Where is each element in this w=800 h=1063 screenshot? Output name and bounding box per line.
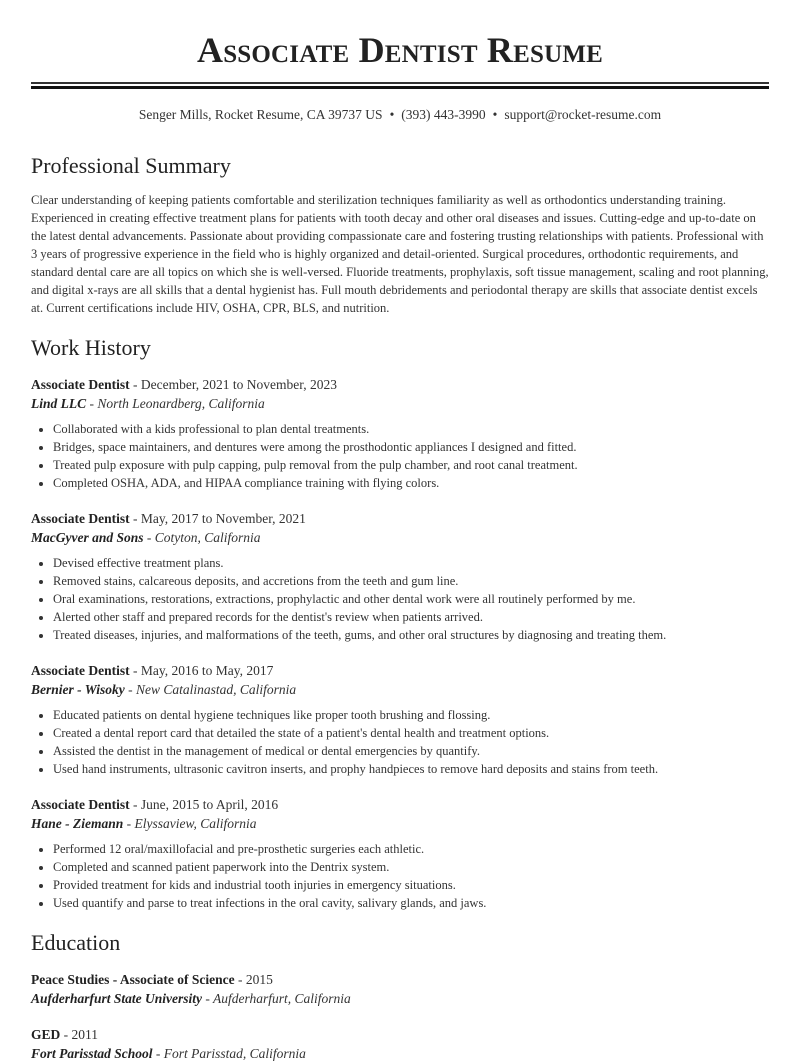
bullet-separator: • — [389, 107, 395, 122]
list-item: • Completed and scanned patient paperwork into the Dentrix system. — [53, 858, 769, 876]
graduation-year: - 2015 — [234, 972, 273, 987]
list-item: • Collaborated with a kids professional to plan dental treatments. — [53, 420, 769, 438]
job-entry — [31, 661, 769, 778]
list-item: • Used hand instruments, ultrasonic cavitron inserts, and prophy handpieces to remove hard deposits and stains from teeth. — [53, 760, 769, 778]
degree-line — [31, 970, 769, 989]
job-title-line — [31, 375, 769, 394]
job-title-line — [31, 509, 769, 528]
list-item: • Oral examinations, restorations, extractions, prophylactic and other dental work were all routinely performed by me. — [53, 590, 769, 608]
list-item: • Devised effective treatment plans. — [53, 554, 769, 572]
job-dates: - May, 2017 to November, 2021 — [129, 511, 306, 526]
job-location: - Elyssaview, California — [123, 816, 257, 831]
list-item: • Performed 12 oral/maxillofacial and pre-prosthetic surgeries each athletic. — [53, 840, 769, 858]
job-company-line — [31, 680, 769, 699]
job-company: Bernier - Wisoky — [31, 682, 125, 697]
graduation-year: - 2011 — [60, 1027, 99, 1042]
bullet-separator: • — [492, 107, 498, 122]
job-title: Associate Dentist — [31, 511, 130, 526]
contact-address: Senger Mills, Rocket Resume, CA 39737 US — [138, 107, 383, 122]
job-dates: - June, 2015 to April, 2016 — [129, 797, 279, 812]
list-item: • Completed OSHA, ADA, and HIPAA compliance training with flying colors. — [53, 474, 769, 492]
page-title: Associate Dentist Resume — [197, 30, 603, 70]
degree: GED — [31, 1027, 61, 1042]
list-item: • Provided treatment for kids and industrial tooth injuries in emergency situations. — [53, 876, 769, 894]
degree: Peace Studies - Associate of Science — [31, 972, 235, 987]
school-line — [31, 1044, 769, 1063]
list-item: • Created a dental report card that detailed the state of a patient's dental health and treatment options. — [53, 724, 769, 742]
section-heading: Education — [31, 930, 121, 955]
summary-text: Clear understanding of keeping patients comfortable and sterilization techniques familiarity as well as orthodontics understanding training. Experienced in creating effective treatment plans for patients with tooth decay and other oral diseases and issues. Cutting-edge and up-to-date on the latest dental advancements. Passionate about providing compassionate care and fostering trusting relationships with patients. Professional with 3 years of progressive experience in the field who is highly organized and detail-oriented. Surgical procedures, orthodontic requirements, and standard dental care are all topics on which she is well-versed. Fluoride treatments, prophylaxis, soft tissue management, scaling and root planning, and digital x-rays are all skills that a dental hygienist has. Full mouth debridements and periodontal therapy are skills that associate dentist excels at. Current certifications include HIV, OSHA, CPR, BLS, and nutrition. — [31, 193, 769, 315]
list-item: • Used quantify and parse to treat infections in the oral cavity, salivary glands, and jaws. — [53, 894, 769, 912]
header-divider — [31, 82, 769, 89]
job-bullets — [31, 420, 769, 492]
job-company: Hane - Ziemann — [31, 816, 124, 831]
divider-thin-line — [31, 82, 769, 84]
education-entry — [31, 970, 769, 1008]
job-company: MacGyver and Sons — [31, 530, 144, 545]
list-item: • Educated patients on dental hygiene techniques like proper tooth brushing and flossing. — [53, 706, 769, 724]
school-location: - Aufderharfurt, California — [202, 991, 351, 1006]
school-location: - Fort Parisstad, California — [152, 1046, 306, 1061]
job-entry — [31, 509, 769, 644]
job-location: - Cotyton, California — [143, 530, 261, 545]
job-dates: - May, 2016 to May, 2017 — [129, 663, 274, 678]
contact-info — [31, 106, 769, 124]
job-bullets — [31, 840, 769, 912]
divider-thick-line — [31, 86, 769, 89]
list-item: • Removed stains, calcareous deposits, and accretions from the teeth and gum line. — [53, 572, 769, 590]
list-item: • Alerted other staff and prepared records for the dentist's review when patients arrived. — [53, 608, 769, 626]
job-bullets — [31, 706, 769, 778]
professional-summary-section — [31, 152, 769, 317]
job-title-line — [31, 795, 769, 814]
education-entry — [31, 1025, 769, 1063]
education-section — [31, 929, 769, 1063]
job-company-line — [31, 528, 769, 547]
job-entry — [31, 795, 769, 912]
job-entry — [31, 375, 769, 492]
job-dates: - December, 2021 to November, 2023 — [129, 377, 337, 392]
job-title-line — [31, 661, 769, 680]
contact-email: support@rocket-resume.com — [504, 107, 662, 122]
contact-phone: (393) 443-3990 — [401, 107, 486, 122]
job-title: Associate Dentist — [31, 663, 130, 678]
list-item: • Treated diseases, injuries, and malformations of the teeth, gums, and other oral structures by diagnosing and treating them. — [53, 626, 769, 644]
job-title: Associate Dentist — [31, 797, 130, 812]
job-location: - New Catalinastad, California — [124, 682, 297, 697]
job-title: Associate Dentist — [31, 377, 130, 392]
list-item: • Bridges, space maintainers, and dentures were among the prosthodontic appliances I designed and fitted. — [53, 438, 769, 456]
work-history-section — [31, 334, 769, 912]
list-item: • Treated pulp exposure with pulp capping, pulp removal from the pulp chamber, and root canal treatment. — [53, 456, 769, 474]
job-location: - North Leonardberg, California — [86, 396, 265, 411]
school-name: Aufderharfurt State University — [31, 991, 203, 1006]
job-company-line — [31, 814, 769, 833]
job-bullets — [31, 554, 769, 644]
job-company-line — [31, 394, 769, 413]
school-name: Fort Parisstad School — [31, 1046, 153, 1061]
job-company: Lind LLC — [31, 396, 87, 411]
school-line — [31, 989, 769, 1008]
section-heading: Professional Summary — [31, 153, 231, 178]
section-heading: Work History — [31, 335, 151, 360]
list-item: • Assisted the dentist in the management of medical or dental emergencies by quantify. — [53, 742, 769, 760]
